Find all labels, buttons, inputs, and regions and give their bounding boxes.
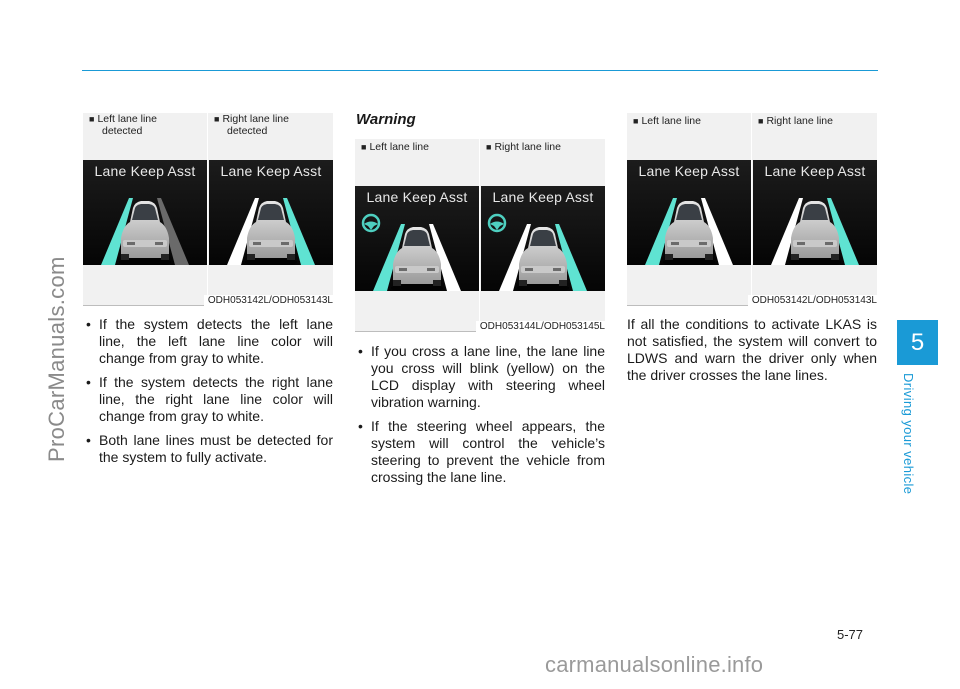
figure-label-left: ■ Left lane line detected: [89, 113, 157, 137]
figure-label-right: ■ Right lane line: [486, 141, 561, 153]
figure-caption: ODH053142L/ODH053143L: [748, 295, 877, 306]
watermark-procarmanuals: ProCarManuals.com: [44, 256, 69, 462]
lcd-panel-left-crossing: [355, 186, 479, 291]
list-item: • If the steering wheel appears, the system will control the vehicle’s steering to prevent the vehicle from crossing the lane line.: [355, 418, 605, 486]
chapter-label: Driving your vehicle: [901, 373, 916, 495]
panel-title: Lane Keep Asst: [220, 163, 322, 179]
lcd-panel-right-detected: [209, 160, 333, 265]
square-bullet-icon: ■: [214, 114, 220, 124]
panel-title: Lane Keep Asst: [492, 189, 594, 205]
figure-divider: [751, 113, 752, 305]
watermark-carmanualsonline: carmanualsonline.info: [545, 652, 764, 677]
ldws-paragraph: If all the conditions to activate LKAS is not satisfied, the system will convert to LDWS and warn the driver only when the driver crosses the lane lines.: [627, 316, 877, 383]
column2-bullet-list: [355, 343, 605, 493]
panel-title: Lane Keep Asst: [94, 163, 196, 179]
figure-lane-crossing: [355, 139, 605, 331]
figure-label-right: ■ Right lane line detected: [214, 113, 289, 137]
list-item: • Both lane lines must be detected for the system to fully activate.: [83, 432, 333, 466]
figure-divider: [479, 139, 480, 331]
square-bullet-icon: ■: [89, 114, 95, 124]
list-item: • If you cross a lane line, the lane line you cross will blink (yellow) on the LCD display with steering wheel vibration warning.: [355, 343, 605, 411]
square-bullet-icon: ■: [361, 142, 367, 152]
panel-title: Lane Keep Asst: [366, 189, 468, 205]
lcd-panel-left-detected: [83, 160, 207, 265]
figure-caption: ODH053142L/ODH053143L: [204, 295, 333, 306]
square-bullet-icon: ■: [633, 116, 639, 126]
panel-title: Lane Keep Asst: [764, 163, 866, 179]
figure-label-right: ■ Right lane line: [758, 115, 833, 127]
figure-divider: [207, 113, 208, 305]
list-item: • If the system detects the right lane line, the right lane line color will change from gray to white.: [83, 374, 333, 425]
top-rule: [82, 70, 878, 71]
figure-label-left: ■ Left lane line: [633, 115, 701, 127]
lcd-panel-right-crossing: [481, 186, 605, 291]
chapter-tab: 5: [897, 320, 938, 365]
list-item: • If the system detects the left lane line, the left lane line color will change from gray to white.: [83, 316, 333, 367]
figure-ldws: [627, 113, 877, 305]
warning-heading: Warning: [356, 111, 416, 128]
square-bullet-icon: ■: [486, 142, 492, 152]
page-number: 5-77: [837, 627, 864, 642]
figure-lane-detected: [83, 113, 333, 305]
panel-title: Lane Keep Asst: [638, 163, 740, 179]
lcd-panel-left-ldws: [627, 160, 751, 265]
figure-label-left: ■ Left lane line: [361, 141, 429, 153]
lcd-panel-right-ldws: [753, 160, 877, 265]
column1-bullet-list: [83, 316, 333, 473]
figure-caption: ODH053144L/ODH053145L: [476, 321, 605, 332]
square-bullet-icon: ■: [758, 116, 764, 126]
